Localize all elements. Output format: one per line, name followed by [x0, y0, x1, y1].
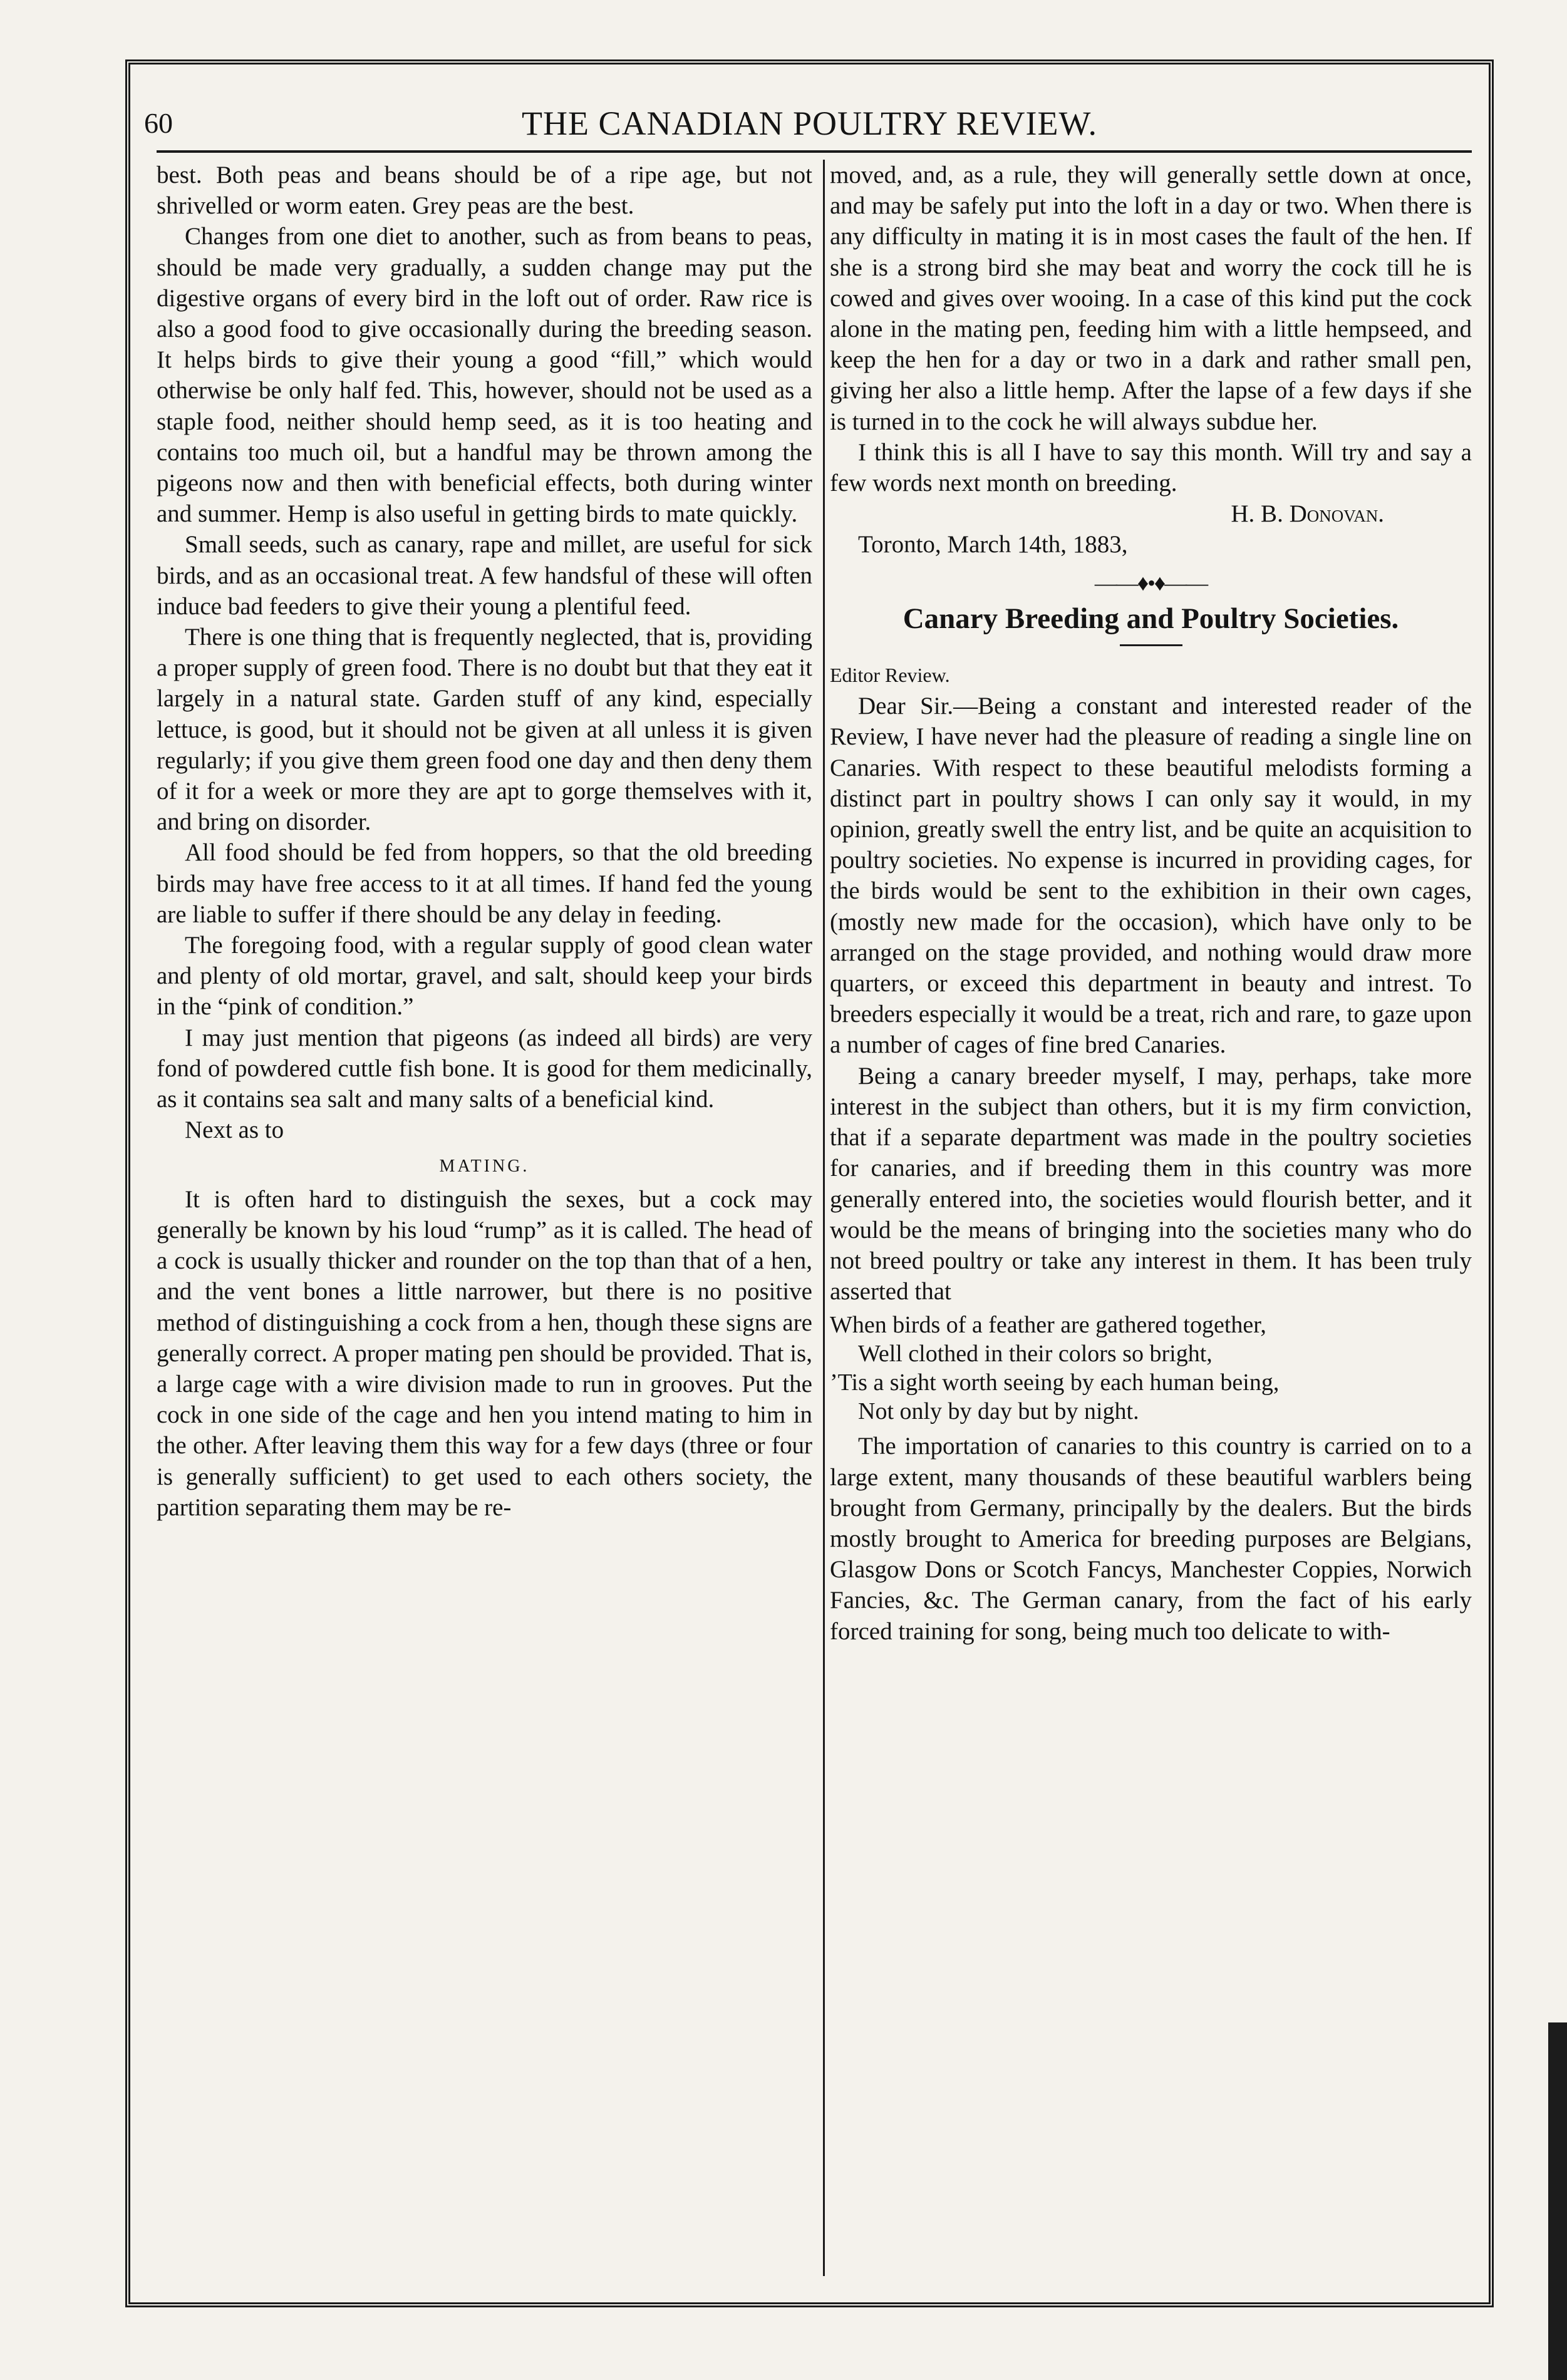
section-subhead-mating: MATING.: [439, 1156, 530, 1176]
paragraph: Dear Sir.—Being a constant and interested reader of the Review, I have never had the pleasure of reading a single line on Canaries. With respect to these beautiful melodists forming a distinct part in poultry shows I can only say it would, in my opinion, greatly swell the entry list, and be quite an acquisition to poultry societies. No expense is incurred in providing cages, for the birds would be sent to the exhibition in their own cages, (mostly new made for the occasion), which have only to be arranged on the stage provided, and nothing would draw more quarters, or exceed this department in beauty and intrest. To breeders especially it would be a treat, rich and rare, to gaze upon a number of cages of fine bred Canaries.: [830, 693, 1472, 1059]
header-rule: [157, 150, 1472, 153]
paragraph: Small seeds, such as canary, rape and millet, are useful for sick birds, and as an occasional treat. A few handsful of these will often induce bad feeders to give their young a plentiful feed.: [157, 531, 812, 620]
ornament-divider: ——♦•♦——: [1094, 570, 1208, 595]
paragraph: The importation of canaries to this country is carried on to a large extent, many thousands of these beautiful warblers being brought from Germany, principally by the dealers. But the birds mostly brought to America for breeding purposes are Belgians, Glasgow Dons or Scotch Fancys, Manchester Coppies, Norwich Fancies, &c. The German canary, from the fact of his early forced training for song, being much too delicate to with-: [830, 1433, 1472, 1645]
verse-line: ’Tis a sight worth seeing by each human being,: [830, 1369, 1280, 1396]
paragraph: moved, and, as a rule, they will generally settle down at once, and may be safely put into the loft in a day or two. When there is any difficulty in mating it is in most cases the fault of the hen. If she is a strong bird she may beat and worry the cock till he is cowed and gives over wooing. In a case of this kind put the cock alone in the mating pen, feeding him with a little hempseed, and keep the hen for a day or two in a dark and rather small pen, giving her also a little hemp. After the lapse of a few days if she is turned in to the cock he will always subdue her.: [830, 162, 1472, 435]
left-column: [157, 160, 817, 2276]
column-divider: [823, 160, 825, 2276]
journal-title: THE CANADIAN POULTRY REVIEW.: [522, 105, 1097, 142]
paragraph: Next as to: [185, 1116, 284, 1144]
paragraph: All food should be fed from hoppers, so that the old breeding birds may have free access to it at all times. If hand fed the young are liable to suffer if there should be any delay in feeding.: [157, 839, 812, 928]
paragraph: There is one thing that is frequently neglected, that is, providing a proper supply of green food. There is no doubt but that they eat it largely in a natural state. Garden stuff of any kind, especially lettuce, is good, but it should not be given at all unless it is given regularly; if you give them green food one day and then deny them of it for a week or more they are apt to gorge themselves with it, and bring on disorder.: [157, 624, 812, 836]
verse-line: Not only by day but by night.: [858, 1398, 1139, 1425]
verse-line: Well clothed in their colors so bright,: [858, 1341, 1213, 1368]
paragraph: It is often hard to distinguish the sexes, but a cock may generally be known by his loud “rump” as it is called. The head of a cock is usually thicker and rounder on the top than that of a hen, and the vent bones a little narrower, but there is no positive method of distinguishing a cock from a hen, though these signs are generally correct. A proper mating pen should be provided. That is, a large cage with a wire division made to run in grooves. Put the cock in one side of the cage and hen you intend mating to him in the other. After leaving them this way for a few days (three or four is generally sufficient) to get used to each others society, the partition separating them may be re-: [157, 1185, 812, 1521]
verse-line: When birds of a feather are gathered together,: [830, 1312, 1266, 1339]
paragraph: best. Both peas and beans should be of a ripe age, but not shrivelled or worm eaten. Grey peas are the best.: [157, 162, 812, 220]
scan-edge-shadow: [1548, 2022, 1567, 2380]
author-signature: H. B. Donovan.: [1231, 500, 1384, 528]
paragraph: Being a canary breeder myself, I may, perhaps, take more interest in the subject than others, but it is my firm conviction, that if a separate department was made in the poultry societies for canaries, and if breeding them in this country was more generally entered into, the societies would flourish better, and it would be the means of bringing into the societies many who do not breed poultry or take any interest in them. It has been truly asserted that: [830, 1062, 1472, 1306]
verse-block: [830, 1311, 1472, 1426]
paragraph: I think this is all I have to say this month. Will try and say a few words next month on breeding.: [830, 438, 1472, 497]
article-title: Canary Breeding and Poultry Societies.: [902, 602, 1399, 635]
title-rule: [1120, 644, 1182, 646]
paragraph: I may just mention that pigeons (as indeed all birds) are very fond of powdered cuttle fish bone. It is good for them medicinally, as it contains sea salt and many salts of a beneficial kind.: [157, 1024, 812, 1113]
paragraph: The foregoing food, with a regular supply of good clean water and plenty of old mortar, gravel, and salt, should keep your birds in the “pink of condition.”: [157, 932, 812, 1021]
page-number: 60: [144, 107, 173, 139]
paragraph: Changes from one diet to another, such as from beans to peas, should be made very gradually, a sudden change may put the digestive organs of every bird in the loft out of order. Raw rice is also a good food to give occasionally during the breeding season. It helps birds to give their young a good “fill,” which would otherwise be only half fed. This, however, should not be used as a staple food, neither should hemp seed, as it is too heating and contains too much oil, but a handful may be thrown among the pigeons now and then with beneficial effects, both during winter and summer. Hemp is also useful in getting birds to mate quickly.: [157, 223, 812, 528]
salutation: Editor Review.: [830, 664, 950, 687]
dateline: Toronto, March 14th, 1883,: [858, 531, 1128, 559]
right-column: [830, 160, 1472, 2276]
